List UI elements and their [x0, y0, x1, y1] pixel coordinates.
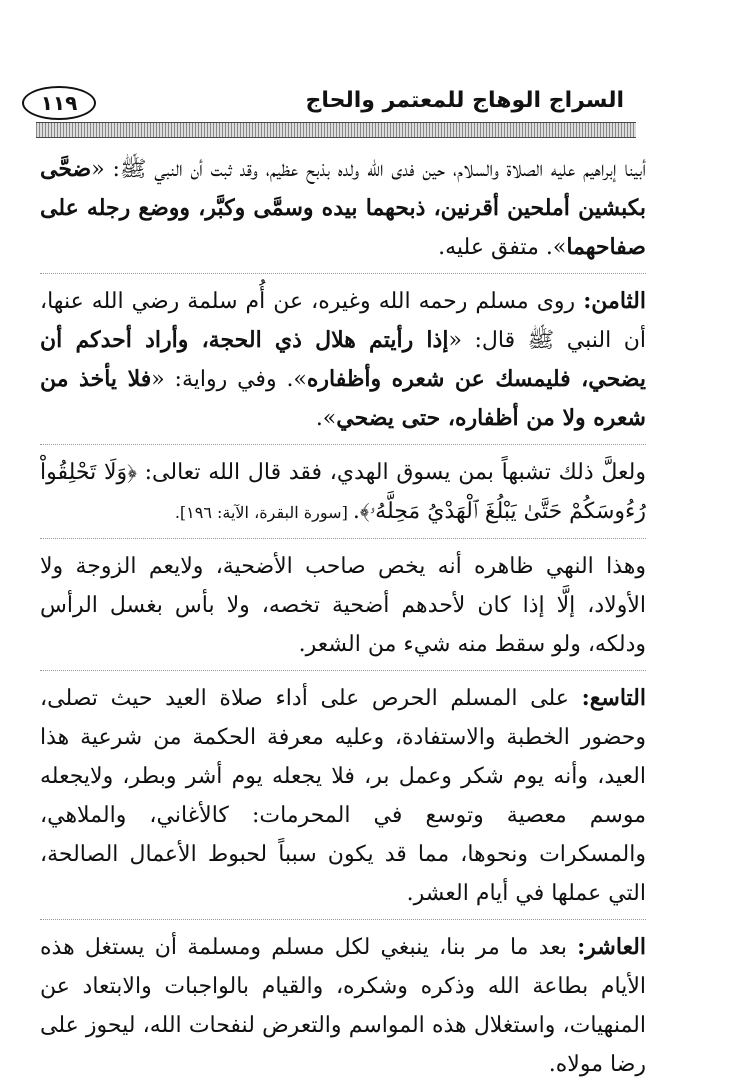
page-body: [40, 150, 646, 1090]
header-divider: [36, 122, 636, 138]
point-nine-heading: التاسع:: [581, 685, 646, 711]
paragraph-divider: [40, 444, 646, 445]
paragraph-5: [40, 679, 646, 913]
paragraph-divider: [40, 670, 646, 671]
book-title: السراج الوهاج للمعتمر والحاج: [305, 88, 624, 113]
page-number-badge: ١١٩: [22, 86, 96, 120]
hadith-quote-1: ضحَّى بكبشين أملحين أقرنين، ذبحهما بيده وسمَّى وكبَّر، ووضع رجله على صفاحهما: [40, 156, 646, 260]
paragraph-2-text: روى مسلم رحمه الله وغيره، عن أُم سلمة رضي الله عنها، أن النبي ﷺ قال: «: [40, 289, 647, 353]
paragraph-divider: [40, 538, 646, 539]
quran-bracket-close: ﴾.: [352, 499, 370, 524]
paragraph-2: [40, 282, 646, 438]
paragraph-5-text: على المسلم الحرص على أداء صلاة العيد حيث تصلى، وحضور الخطبة والاستفادة، وعليه معرفة الحكمة من شرعية هذا العيد، وأنه يوم شكر وعمل بر، فلا يجعله يوم أشر وبطر، ولايجعله موسم معصية وتوسع في المحرمات: كالأغاني، والملاهي، والمسكرات ونحوها، مما قد يكون سبباً لحبوط الأعمال الصالحة، التي عملها في أيام العشر.: [40, 686, 646, 906]
paragraph-4: [40, 547, 646, 664]
paragraph-3: [40, 453, 646, 532]
paragraph-1: [40, 150, 646, 267]
paragraph-2-ending: ».: [315, 406, 337, 431]
paragraph-6: [40, 928, 646, 1084]
paragraph-3-text: ولعلَّ ذلك تشبهاً بمن يسوق الهدي، فقد قال الله تعالى: ﴿: [127, 460, 646, 485]
paragraph-divider: [40, 919, 646, 920]
paragraph-6-text: بعد ما مر بنا، ينبغي لكل مسلم ومسلمة أن يستغل هذه الأيام بطاعة الله وذكره وشكره، والقيام بالواجبات والابتعاد عن المنهيات، واستغلال هذه المواسم والتعرض لنفحات الله، ليحوز على رضا مولاه.: [40, 935, 646, 1077]
point-ten-heading: العاشر:: [577, 934, 646, 960]
paragraph-1-text: أبينا إبراهيم عليه الصلاة والسلام، حين فدى الله ولده بذبح عظيم، وقد ثبت أن النبي ﷺ: «: [91, 157, 646, 182]
quran-verse: وَلَا تَحْلِقُواْ رُءُوسَكُمْ حَتَّىٰ يَبْلُغَ ٱلْهَدْيُ مَحِلَّهُۥ: [40, 460, 646, 524]
verse-reference: [سورة البقرة، الآية: ١٩٦].: [174, 503, 353, 522]
hadith-quote-3: فلا يأخذ من شعره ولا من أظفاره، حتى يضحي: [40, 366, 646, 431]
paragraph-1-ending: ». متفق عليه.: [438, 235, 567, 260]
page-header: [0, 78, 744, 138]
hadith-quote-2: إذا رأيتم هلال ذي الحجة، وأراد أحدكم أن يضحي، فليمسك عن شعره وأظفاره: [40, 327, 647, 392]
paragraph-divider: [40, 273, 646, 274]
paragraph-2-middle: ». وفي رواية: «: [151, 367, 307, 392]
paragraph-4-text: وهذا النهي ظاهره أنه يخص صاحب الأضحية، ولايعم الزوجة ولا الأولاد، إلَّا إذا كان لأحدهم أضحية تخصه، ولا بأس بغسل الرأس ودلكه، ولو سقط منه شيء من الشعر.: [40, 554, 646, 657]
point-eight-heading: الثامن:: [583, 288, 646, 314]
